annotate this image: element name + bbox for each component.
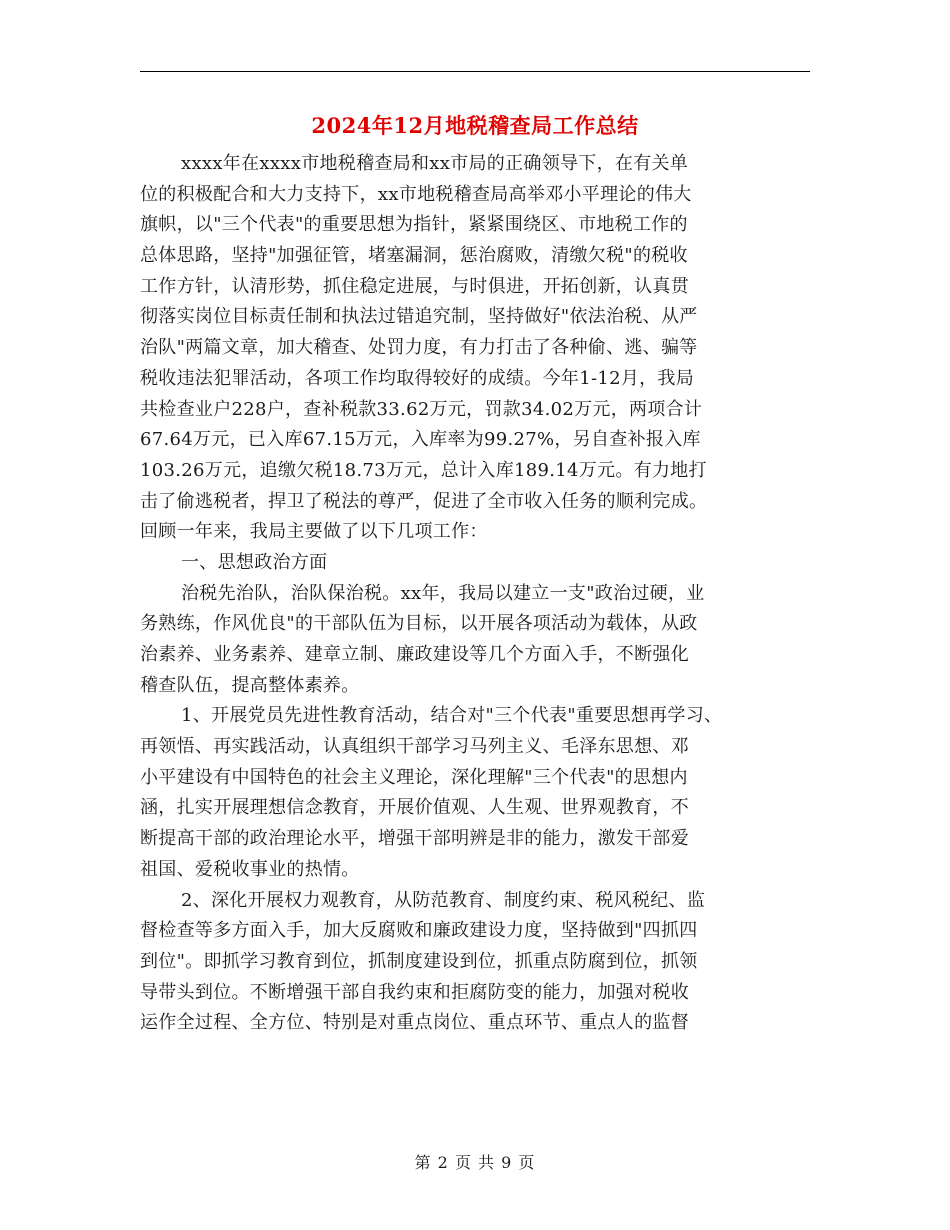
text-line: 祖国、爱税收事业的热情。 [140, 858, 360, 880]
text-line: 一、思想政治方面 [181, 551, 328, 573]
text-line: 回顾一年来，我局主要做了以下几项工作： [140, 521, 488, 543]
text-line: 击了偷逃税者，捍卫了税法的尊严，促进了全市收入任务的顺利完成。 [140, 490, 708, 512]
text-line: 旗帜，以"三个代表"的重要思想为指针，紧紧围绕区、市地税工作的 [140, 214, 688, 236]
text-line: 涵，扎实开展理想信念教育，开展价值观、人生观、世界观教育，不 [140, 797, 689, 819]
text-line: 1、开展党员先进性教育活动，结合对"三个代表"重要思想再学习、 [181, 705, 723, 727]
text-line: 务熟练，作风优良"的干部队伍为目标，以开展各项活动为载体，从政 [140, 613, 698, 635]
text-line: 导带头到位。不断增强干部自我约束和拒腐防变的能力，加强对税收 [140, 981, 689, 1003]
text-line: 工作方针，认清形势，抓住稳定进展，与时俱进，开拓创新，认真贯 [140, 275, 689, 297]
text-line: 位的积极配合和大力支持下，xx市地税稽查局高举邓小平理论的伟大 [140, 183, 692, 205]
text-line: 运作全过程、全方位、特别是对重点岗位、重点环节、重点人的监督 [140, 1012, 689, 1034]
document-body [140, 149, 810, 1039]
text-line: 小平建设有中国特色的社会主义理论，深化理解"三个代表"的思想内 [140, 766, 688, 788]
text-line: 总体思路，坚持"加强征管，堵塞漏洞，惩治腐败，清缴欠税"的税收 [140, 245, 688, 267]
text-line: 治税先治队，治队保治税。xx年，我局以建立一支"政治过硬，业 [181, 582, 705, 604]
text-line: 治素养、业务素养、建章立制、廉政建设等几个方面入手，不断强化 [140, 644, 689, 665]
text-line: 67.64万元，已入库67.15万元，入库率为99.27%，另自查补报入库 [140, 429, 701, 451]
text-line: 治队"两篇文章，加大稽查、处罚力度，有力打击了各种偷、逃、骗等 [140, 337, 698, 359]
text-line: 稽查队伍，提高整体素养。 [140, 674, 360, 696]
text-line: xxxx年在xxxx市地税稽查局和xx市局的正确领导下，在有关单 [181, 153, 689, 174]
text-line: 断提高干部的政治理论水平，增强干部明辨是非的能力，激发干部爱 [140, 828, 689, 850]
document-title: 2024年12月地税稽查局工作总结 [311, 113, 639, 138]
text-line: 税收违法犯罪活动，各项工作均取得较好的成绩。今年1-12月，我局 [140, 367, 695, 389]
text-line: 再领悟、再实践活动，认真组织干部学习马列主义、毛泽东思想、邓 [140, 736, 689, 758]
text-line: 103.26万元，追缴欠税18.73万元，总计入库189.14万元。有力地打 [140, 459, 707, 481]
header-rule [140, 71, 810, 72]
text-line: 2、深化开展权力观教育，从防范教育、制度约束、税风税纪、监 [181, 889, 706, 911]
text-line: 彻落实岗位目标责任制和执法过错追究制，坚持做好"依法治税、从严 [140, 306, 698, 328]
text-line: 到位"。即抓学习教育到位，抓制度建设到位，抓重点防腐到位，抓领 [140, 950, 698, 972]
text-line: 共检查业户228户，查补税款33.62万元，罚款34.02万元，两项合计 [140, 398, 703, 420]
text-line: 督检查等多方面入手，加大反腐败和廉政建设力度，坚持做到"四抓四 [140, 920, 698, 942]
page-footer: 第 2 页 共 9 页 [414, 1153, 536, 1172]
